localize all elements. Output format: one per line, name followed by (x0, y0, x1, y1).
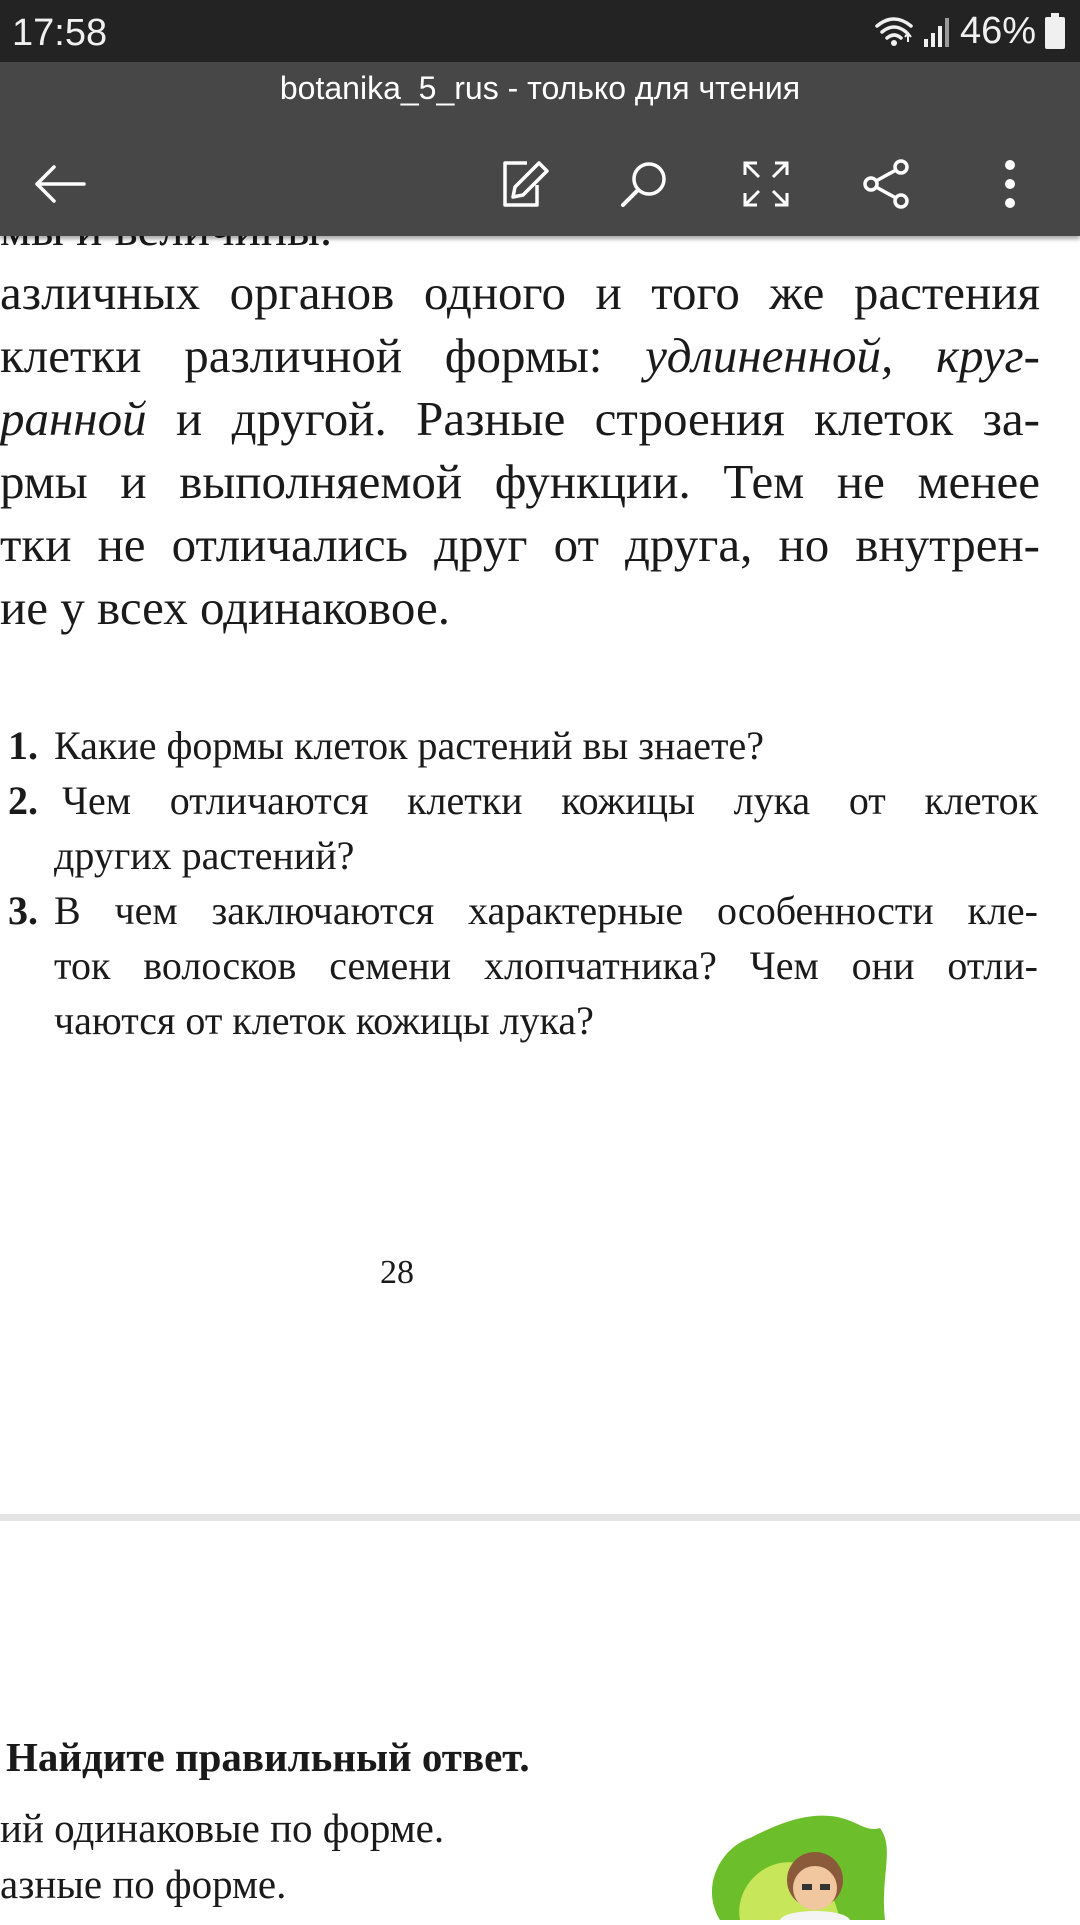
question-number: 1. (8, 723, 38, 768)
edit-icon (497, 157, 551, 211)
fullscreen-button[interactable] (728, 146, 804, 222)
signal-icon (922, 13, 952, 49)
paragraph-line-5: тки не отличались друг от друга, но внутрен- (0, 517, 1040, 572)
answer-line: ий одинаковые по форме. (0, 1805, 445, 1851)
share-button[interactable] (848, 146, 924, 222)
question-line: В чем заключаются характерные особенности кле- (54, 888, 1038, 933)
status-bar (0, 0, 1080, 62)
more-options-button[interactable] (972, 146, 1048, 222)
question-line: ток волосков семени хлопчатника? Чем они отли- (54, 943, 1038, 988)
status-icons (874, 10, 1066, 52)
question-number: 3. (8, 888, 38, 933)
question-line: Чем отличаются клетки кожицы лука от клеток (62, 778, 1038, 823)
document-page[interactable] (0, 236, 1080, 1920)
page-number: 28 (380, 1254, 414, 1291)
illustration-image (680, 1808, 905, 1920)
fullscreen-icon (741, 159, 791, 209)
question-line: чаются от клеток кожицы лука? (54, 998, 594, 1043)
question-line: других растений? (54, 833, 355, 878)
more-vert-icon (1000, 159, 1020, 209)
paragraph-line-4: рмы и выполняемой функции. Тем не менее (0, 454, 1040, 509)
paragraph-line-2: клетки различной формы: удлиненной, круг- (0, 328, 1040, 383)
back-arrow-icon (32, 162, 88, 206)
battery-icon (1044, 12, 1066, 50)
share-icon (859, 157, 913, 211)
app-bar (0, 62, 1080, 236)
edit-button[interactable] (486, 146, 562, 222)
question-number: 2. (8, 778, 38, 823)
document-title: botanika_5_rus - только для чтения (279, 70, 801, 106)
search-icon (617, 157, 671, 211)
battery-percent: 46% (959, 9, 1036, 52)
answer-line: азные по форме. (0, 1861, 287, 1907)
search-button[interactable] (606, 146, 682, 222)
back-button[interactable] (22, 146, 98, 222)
paragraph-line-6: ие у всех одинаковое. (0, 580, 450, 635)
wifi-icon (874, 13, 914, 49)
paragraph-line-3: ранной и другой. Разные строения клеток за- (0, 391, 1040, 446)
question-line: Какие формы клеток растений вы знаете? (54, 723, 764, 768)
paragraph-line-1: азличных органов одного и того же растения (0, 265, 1040, 320)
page-divider (0, 1514, 1080, 1521)
task-title: Найдите правильный ответ. (6, 1734, 530, 1780)
status-time: 17:58 (12, 12, 108, 54)
